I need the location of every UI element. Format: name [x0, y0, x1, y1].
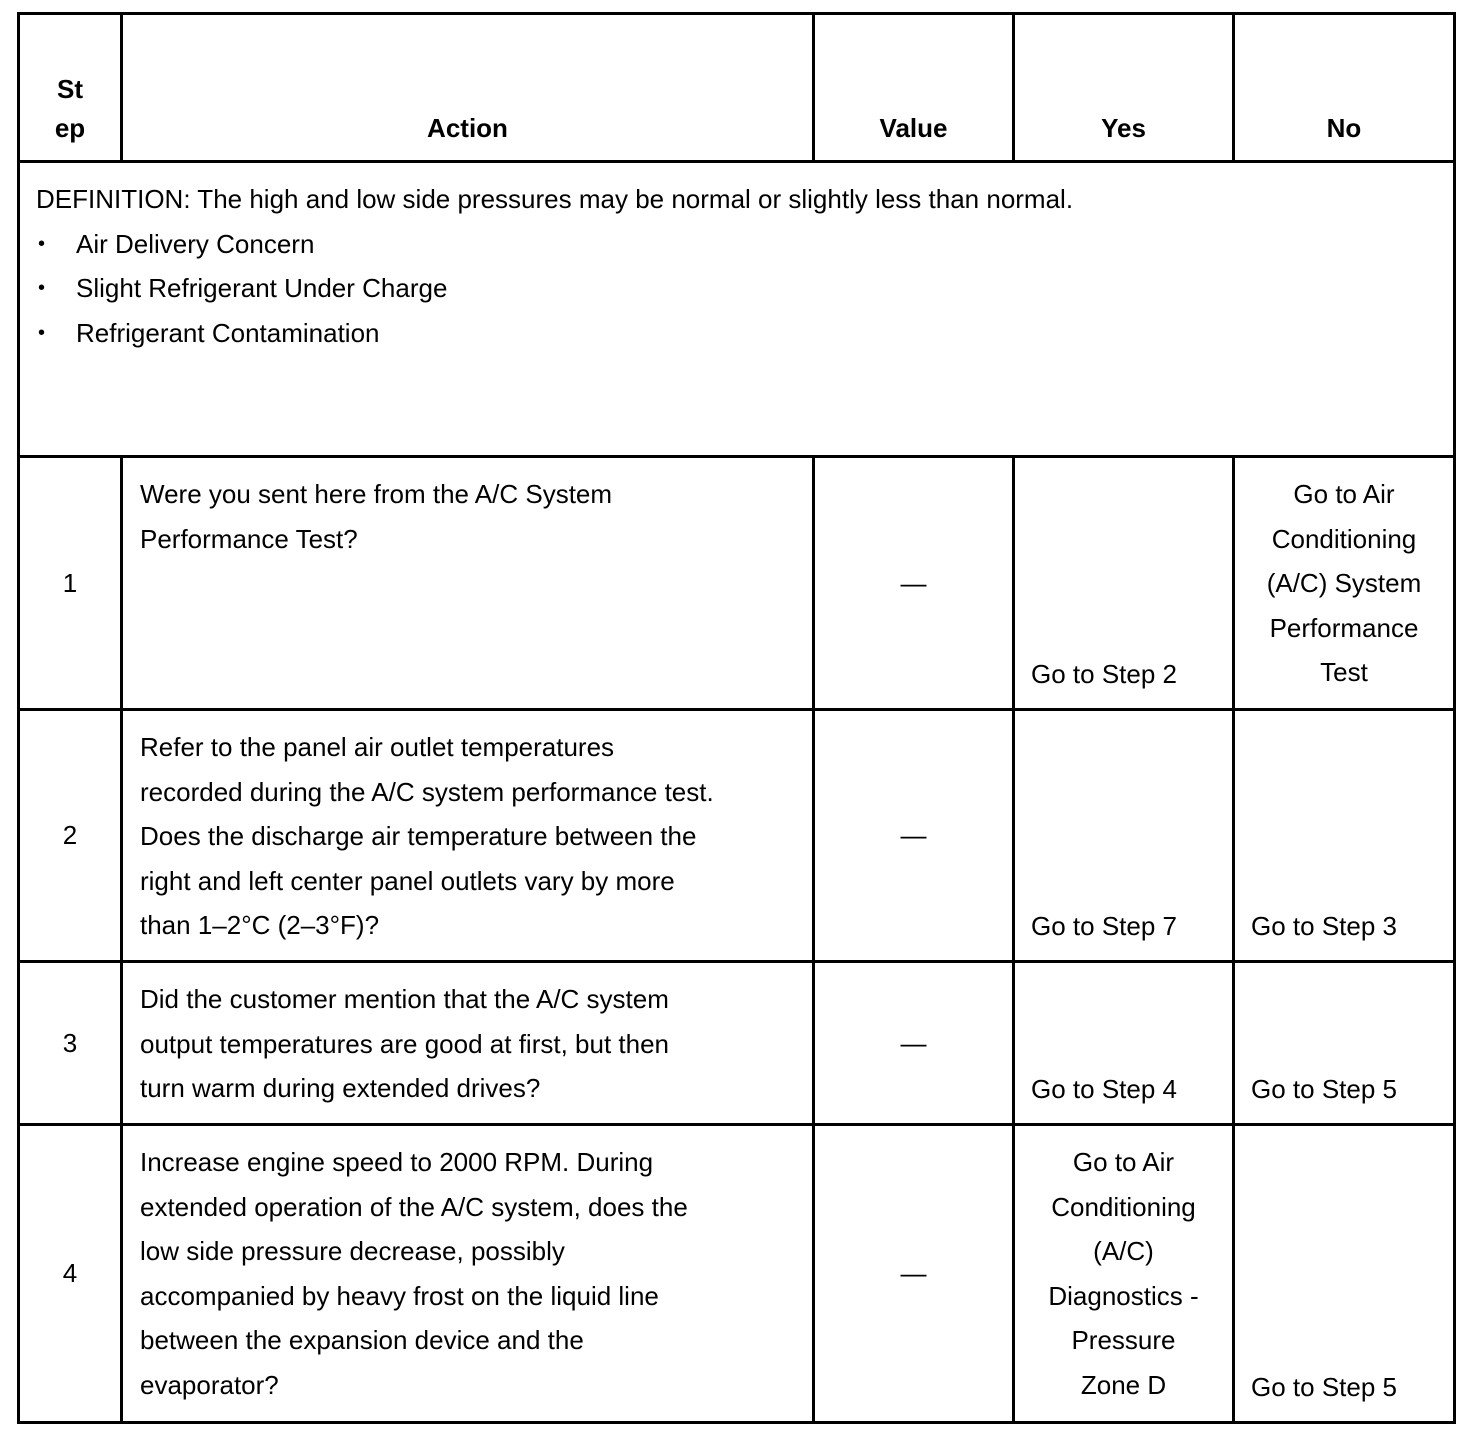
no-line: Conditioning [1271, 523, 1417, 554]
yes-line: Zone D [1080, 1369, 1167, 1400]
no-cell [1234, 1125, 1455, 1423]
action-cell [122, 457, 814, 710]
action-line: than 1–2°C (2–3°F)? [140, 910, 380, 940]
value-cell: — [814, 710, 1014, 962]
definition-row [19, 162, 1455, 457]
definition-bullet [36, 311, 1437, 356]
no-line: Test [1320, 657, 1368, 687]
yes-line: Conditioning [1051, 1191, 1196, 1222]
yes-link: Go to Step 4 [1031, 1073, 1177, 1104]
yes-cell [1014, 457, 1234, 710]
action-cell [122, 1125, 814, 1423]
no-cell [1234, 710, 1455, 962]
no-cell [1234, 457, 1455, 710]
table-row [19, 710, 1455, 962]
header-action: Action [122, 14, 814, 162]
yes-line: Go to Air [1072, 1147, 1175, 1177]
yes-line: (A/C) [1093, 1236, 1154, 1266]
no-link: Go to Step 3 [1251, 910, 1397, 941]
action-line: evaporator? [140, 1369, 279, 1400]
definition-bullet [36, 266, 1437, 311]
yes-line: Pressure [1071, 1325, 1176, 1355]
action-cell [122, 962, 814, 1125]
yes-cell [1014, 710, 1234, 962]
no-line: Performance [1269, 612, 1419, 643]
yes-cell [1014, 962, 1234, 1125]
no-line: (A/C) System [1266, 568, 1422, 598]
action-cell [122, 710, 814, 962]
step-number: 2 [19, 710, 122, 962]
action-line: extended operation of the A/C system, does the [140, 1191, 688, 1222]
table-row [19, 962, 1455, 1125]
bullet-text: Air Delivery Concern [76, 228, 315, 259]
header-step-line-1: St [57, 74, 83, 104]
value-cell: — [814, 1125, 1014, 1423]
yes-link: Go to Step 7 [1031, 910, 1177, 941]
action-line: Increase engine speed to 2000 RPM. During [140, 1147, 654, 1177]
value-cell: — [814, 457, 1014, 710]
action-line: right and left center panel outlets vary by more [140, 865, 675, 896]
definition-text: DEFINITION: The high and low side pressures may be normal or slightly less than normal. [36, 184, 1074, 214]
bullet-icon: • [38, 321, 46, 344]
no-link: Go to Step 5 [1251, 1073, 1397, 1104]
table-row [19, 1125, 1455, 1423]
bullet-icon: • [38, 277, 46, 299]
action-line: between the expansion device and the [140, 1325, 584, 1355]
bullet-text: Slight Refrigerant Under Charge [76, 273, 448, 303]
header-step-line-2: ep [54, 113, 86, 143]
action-line: turn warm during extended drives? [140, 1073, 541, 1103]
action-line: Does the discharge air temperature between the [140, 821, 697, 851]
yes-cell [1014, 1125, 1234, 1423]
step-number: 1 [19, 457, 122, 710]
header-value: Value [814, 14, 1014, 162]
definition-bullet-list [36, 222, 1437, 356]
bullet-text: Refrigerant Contamination [76, 317, 380, 348]
definition-cell [19, 162, 1455, 457]
header-no: No [1234, 14, 1455, 162]
action-line: Performance Test? [140, 523, 358, 554]
action-line: output temperatures are good at first, but then [140, 1028, 669, 1059]
action-line: recorded during the A/C system performance test. [140, 776, 714, 807]
header-row [19, 14, 1455, 162]
action-line: Were you sent here from the A/C System [140, 479, 613, 509]
diagnostic-table [17, 12, 1456, 1424]
header-yes: Yes [1014, 14, 1234, 162]
value-cell: — [814, 962, 1014, 1125]
yes-link: Go to Step 2 [1031, 658, 1177, 689]
no-link: Go to Step 5 [1251, 1371, 1397, 1402]
table-row [19, 457, 1455, 710]
step-number: 3 [19, 962, 122, 1125]
no-cell [1234, 962, 1455, 1125]
step-number: 4 [19, 1125, 122, 1423]
action-line: accompanied by heavy frost on the liquid line [140, 1280, 659, 1311]
bullet-icon: • [38, 232, 46, 255]
yes-line: Diagnostics - [1048, 1280, 1199, 1311]
action-line: low side pressure decrease, possibly [140, 1236, 565, 1266]
action-line: Refer to the panel air outlet temperatures [140, 732, 615, 762]
header-step [19, 14, 122, 162]
no-line: Go to Air [1293, 479, 1395, 509]
action-line: Did the customer mention that the A/C system [140, 984, 669, 1014]
definition-bullet [36, 222, 1437, 267]
